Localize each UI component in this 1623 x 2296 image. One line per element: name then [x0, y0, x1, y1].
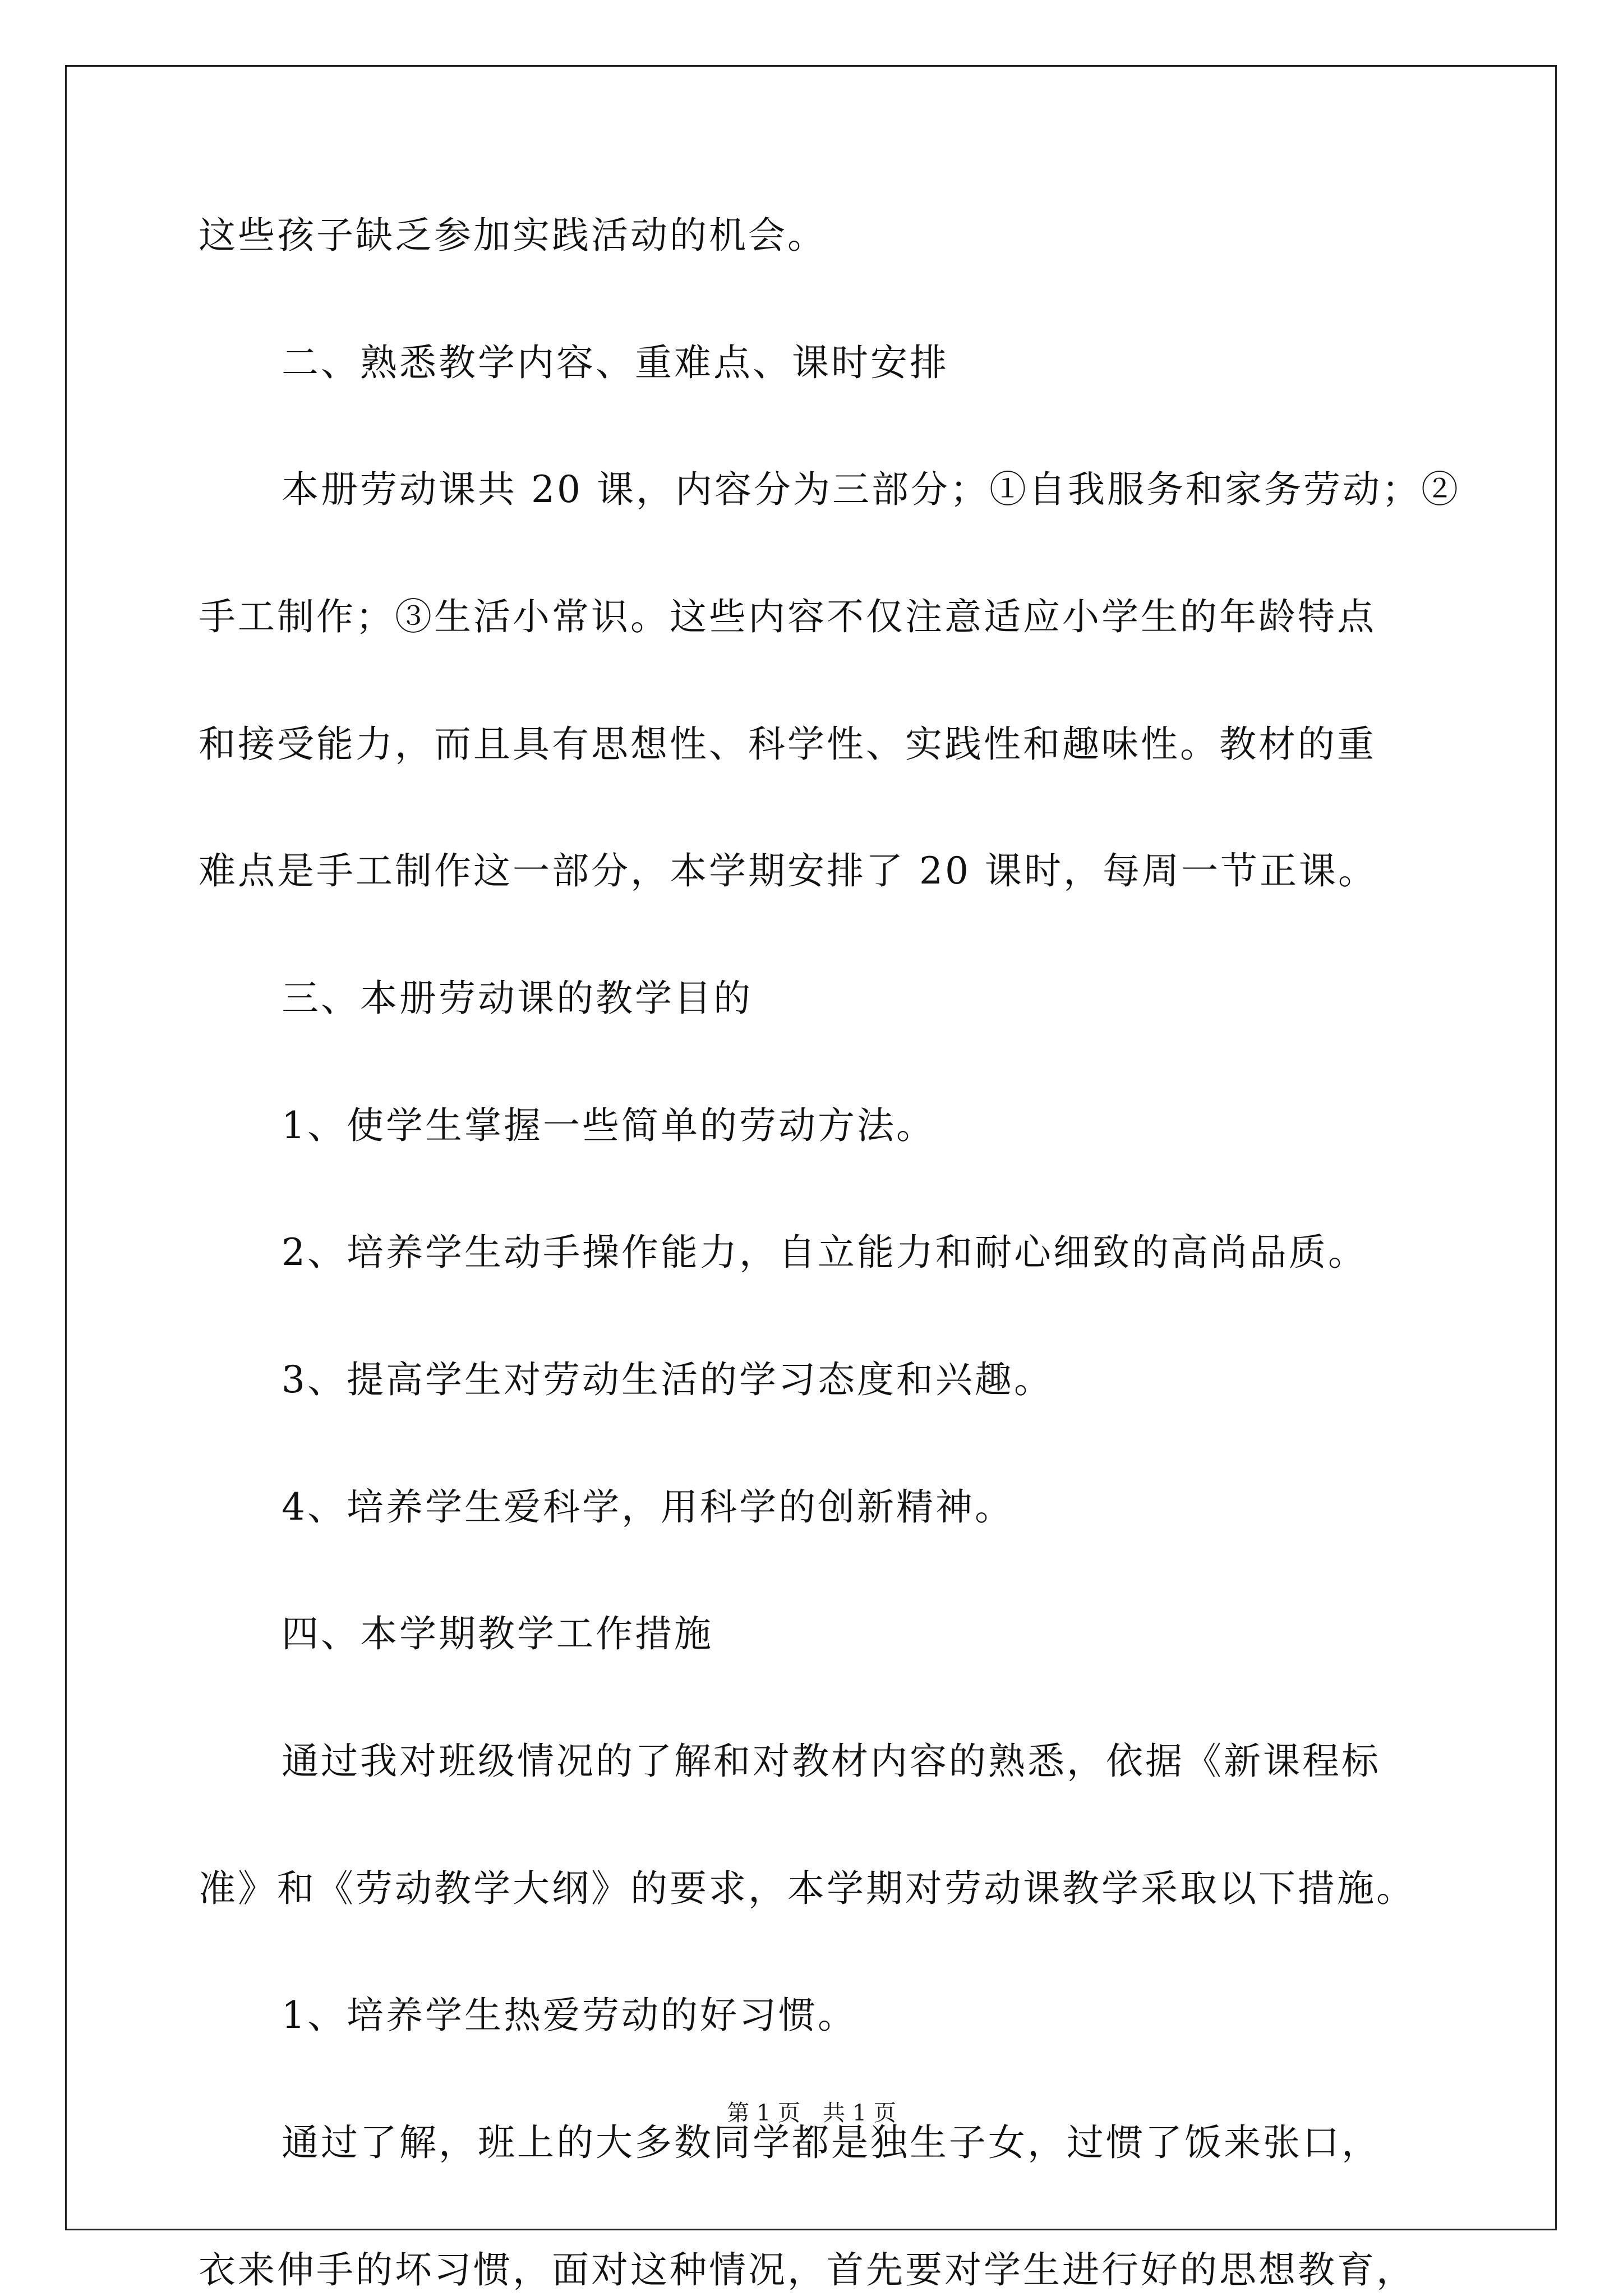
paragraph-line: 准》和《劳动教学大纲》的要求，本学期对劳动课教学采取以下措施。 [199, 1867, 1415, 1910]
list-item: 3、提高学生对劳动生活的学习态度和兴趣。 [282, 1358, 1053, 1401]
paragraph-line: 和接受能力，而且具有思想性、科学性、实践性和趣味性。教材的重 [199, 723, 1376, 766]
list-item: 1、使学生掌握一些简单的劳动方法。 [282, 1104, 935, 1147]
page-footer: 第 1 页 共 1 页 [727, 2100, 896, 2126]
paragraph-line: 本册劳动课共 20 课，内容分为三部分；①自我服务和家务劳动；② [282, 468, 1460, 511]
list-item: 4、培养学生爱科学，用科学的创新精神。 [282, 1485, 1014, 1529]
paragraph-line: 通过了解，班上的大多数同学都是独生子女，过惯了饭来张口， [282, 2121, 1381, 2164]
section-heading: 二、熟悉教学内容、重难点、课时安排 [282, 341, 949, 384]
section-heading: 四、本学期教学工作措施 [282, 1612, 713, 1655]
paragraph-line: 通过我对班级情况的了解和对教材内容的熟悉，依据《新课程标 [282, 1740, 1381, 1783]
paragraph-line: 衣来伸手的坏习惯，面对这种情况，首先要对学生进行好的思想教育， [199, 2248, 1415, 2292]
list-item: 1、培养学生热爱劳动的好习惯。 [282, 1994, 857, 2037]
paragraph-line: 难点是手工制作这一部分，本学期安排了 20 课时，每周一节正课。 [199, 849, 1377, 892]
paragraph-line: 手工制作；③生活小常识。这些内容不仅注意适应小学生的年龄特点 [199, 595, 1376, 638]
section-heading: 三、本册劳动课的教学目的 [282, 977, 753, 1020]
text-line: 这些孩子缺乏参加实践活动的机会。 [199, 214, 827, 257]
list-item: 2、培养学生动手操作能力，自立能力和耐心细致的高尚品质。 [282, 1231, 1367, 1274]
